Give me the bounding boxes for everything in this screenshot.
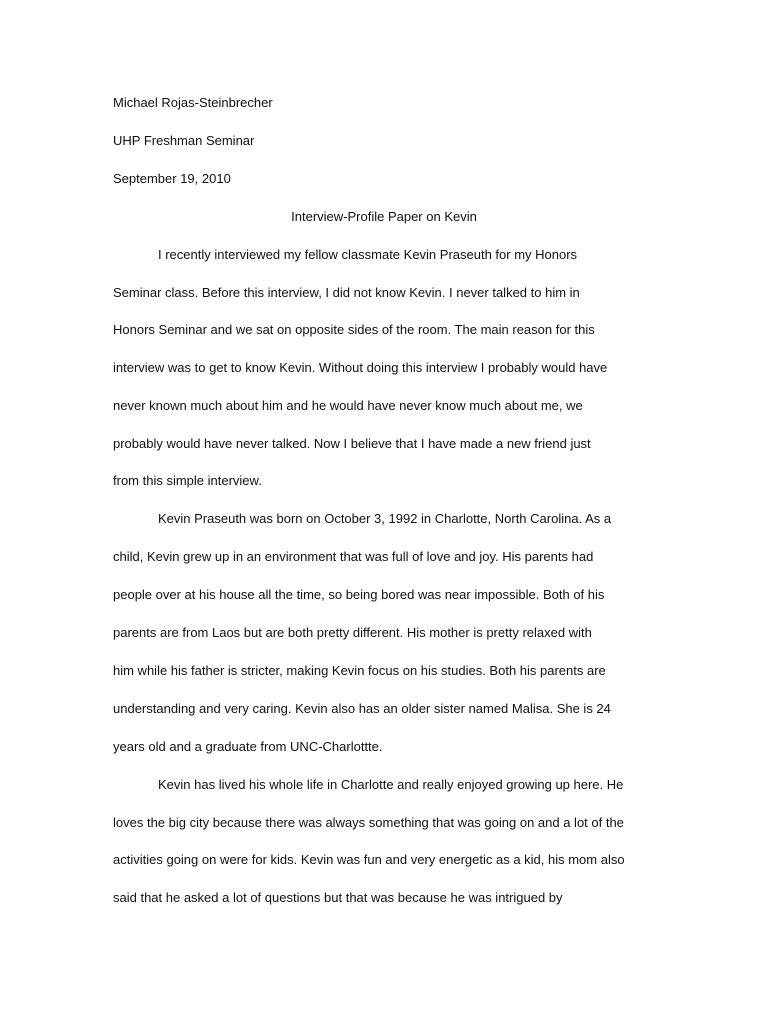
body-line: parents are from Laos but are both pretty different. His mother is pretty relaxed with	[113, 625, 592, 640]
body-line: him while his father is stricter, making Kevin focus on his studies. Both his parents are	[113, 663, 606, 678]
body-line: years old and a graduate from UNC-Charlottte.	[113, 739, 383, 754]
body-line: I recently interviewed my fellow classmate Kevin Praseuth for my Honors	[158, 247, 578, 262]
body-line: never known much about him and he would have never know much about me, we	[113, 398, 583, 413]
body-line: Seminar class. Before this interview, I did not know Kevin. I never talked to him in	[113, 285, 580, 300]
body-line: Kevin Praseuth was born on October 3, 1992 in Charlotte, North Carolina. As a	[158, 511, 612, 526]
course-name: UHP Freshman Seminar	[113, 133, 255, 148]
body-line: child, Kevin grew up in an environment that was full of love and joy. His parents had	[113, 549, 594, 564]
body-line: interview was to get to know Kevin. Without doing this interview I probably would have	[113, 360, 608, 375]
body-line: loves the big city because there was always something that was going on and a lot of the	[113, 815, 624, 830]
body-line: activities going on were for kids. Kevin was fun and very energetic as a kid, his mom also	[113, 852, 625, 867]
body-line: Kevin has lived his whole life in Charlotte and really enjoyed growing up here. He	[158, 777, 624, 792]
document-title: Interview-Profile Paper on Kevin	[291, 209, 477, 224]
body-line: Honors Seminar and we sat on opposite sides of the room. The main reason for this	[113, 322, 595, 337]
body-line: from this simple interview.	[113, 473, 262, 488]
author-name: Michael Rojas-Steinbrecher	[113, 95, 273, 110]
body-line: people over at his house all the time, so being bored was near impossible. Both of his	[113, 587, 605, 602]
body-line: probably would have never talked. Now I believe that I have made a new friend just	[113, 436, 591, 451]
body-line: said that he asked a lot of questions but that was because he was intrigued by	[113, 890, 563, 905]
body-line: understanding and very caring. Kevin also has an older sister named Malisa. She is 24	[113, 701, 611, 716]
document-date: September 19, 2010	[113, 171, 231, 186]
